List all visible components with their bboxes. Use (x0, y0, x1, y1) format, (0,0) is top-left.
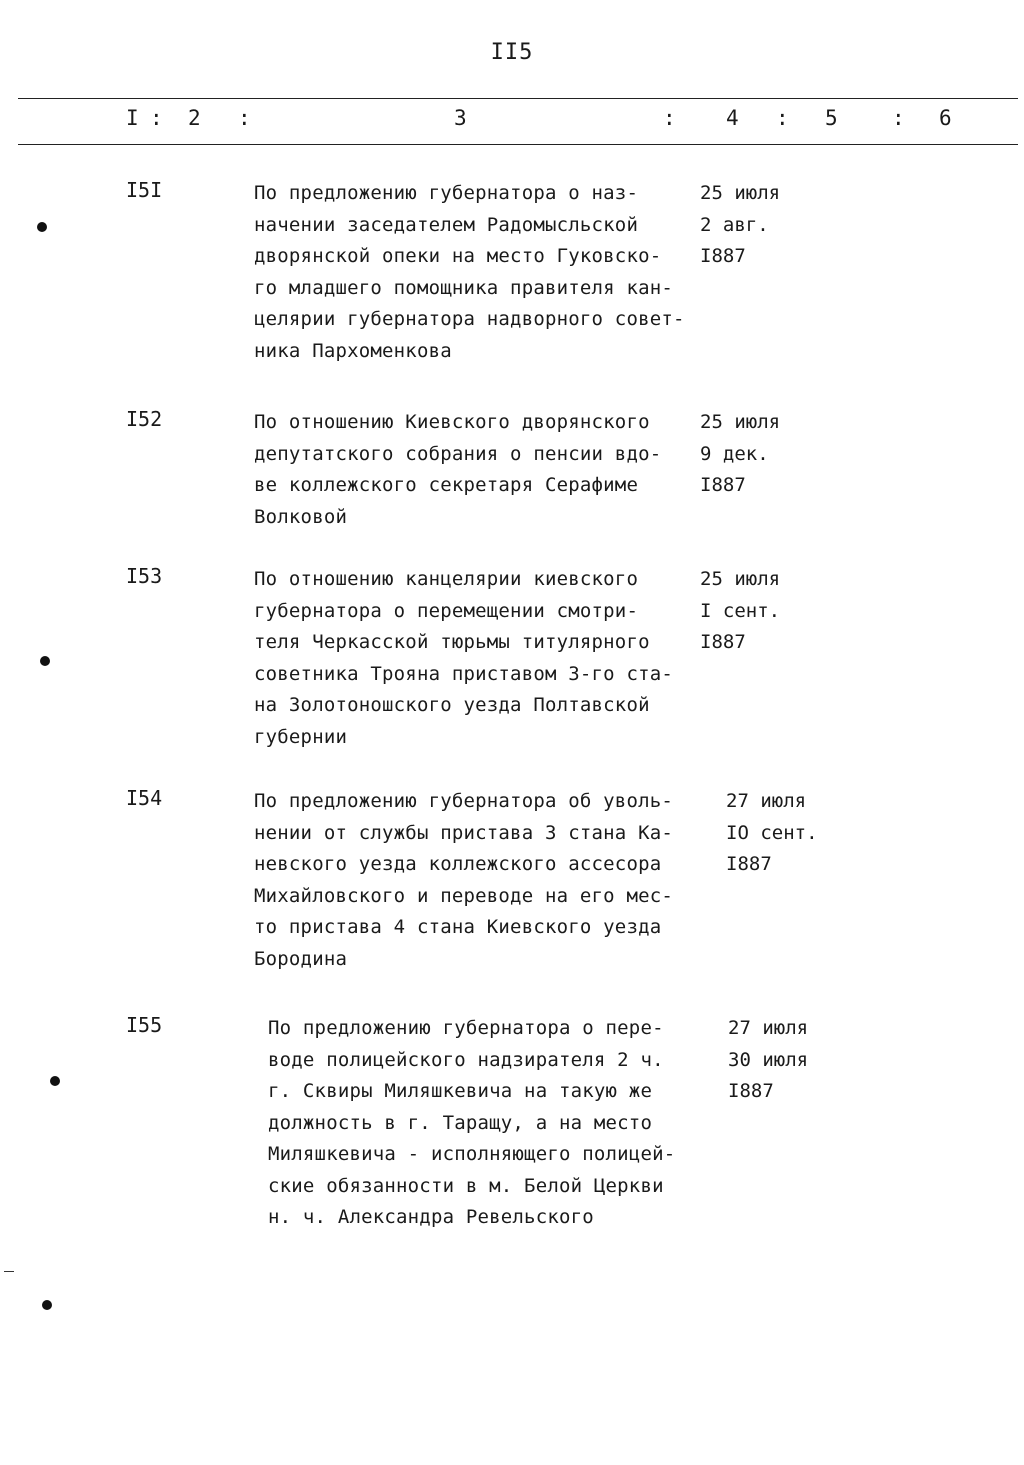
punch-hole-mark (37, 222, 47, 232)
column-2-heading: 2 (188, 106, 201, 130)
column-6-heading: 6 (939, 106, 952, 130)
entry-number: I53 (126, 564, 163, 588)
punch-hole-mark (42, 1300, 52, 1310)
entry-dates: 25 июля I сент. I887 (700, 568, 781, 653)
header-top-rule (18, 98, 1018, 99)
entry-description: По предложению губернатора о пере- воде полицейского надзирателя 2 ч. г. Сквиры Миляшкевича на такую же должность в г. Таращу, а на место Миляшкевича - исполняющего полицей- ские обязанности в м. Белой Церкви н. ч. Александра Ревельского (268, 1017, 676, 1228)
header-bottom-rule (18, 144, 1018, 145)
entry-description: По отношению канцелярии киевского губернатора о перемещении смотри- теля Черкасской тюрьмы титулярного советника Трояна приставом 3-го ста- на Золотоношского уезда Полтавской губернии (254, 568, 674, 748)
entry-description: По предложению губернатора об уволь- нении от службы пристава 3 стана Ка- невского уезда коллежского ассесора Михайловского и переводе на его мес- то пристава 4 стана Киевского уезда Бородина (254, 790, 674, 970)
column-4-heading: 4 (726, 106, 739, 130)
page-number: II5 (490, 40, 534, 65)
column-separator: : (150, 106, 163, 130)
column-separator: : (776, 106, 789, 130)
entry-dates: 27 июля IO сент. I887 (726, 790, 818, 875)
entry-dates: 25 июля 9 дек. I887 (700, 411, 781, 496)
entry-number: I52 (126, 407, 163, 431)
punch-hole-mark (40, 656, 50, 666)
entry-number: I5I (126, 178, 163, 202)
column-separator: : (238, 106, 251, 130)
punch-hole-mark (50, 1076, 60, 1086)
column-3-heading: 3 (454, 106, 467, 130)
entry-number: I54 (126, 786, 163, 810)
column-1-heading: I (126, 106, 139, 130)
entry-dates: 27 июля 30 июля I887 (728, 1017, 809, 1102)
column-5-heading: 5 (825, 106, 838, 130)
column-separator: : (892, 106, 905, 130)
entry-description: По предложению губернатора о наз- начении заседателем Радомысльской дворянской опеки на место Гуковско- го младшего помощника правителя кан- целярии губернатора надворного совет- ника Пархоменкова (254, 182, 685, 362)
entry-description: По отношению Киевского дворянского депутатского собрания о пенсии вдо- ве коллежского секретаря Серафиме Волковой (254, 411, 662, 528)
column-separator: : (663, 106, 676, 130)
entry-dates: 25 июля 2 авг. I887 (700, 182, 781, 267)
entry-number: I55 (126, 1013, 163, 1037)
margin-tick-mark (4, 1271, 14, 1272)
